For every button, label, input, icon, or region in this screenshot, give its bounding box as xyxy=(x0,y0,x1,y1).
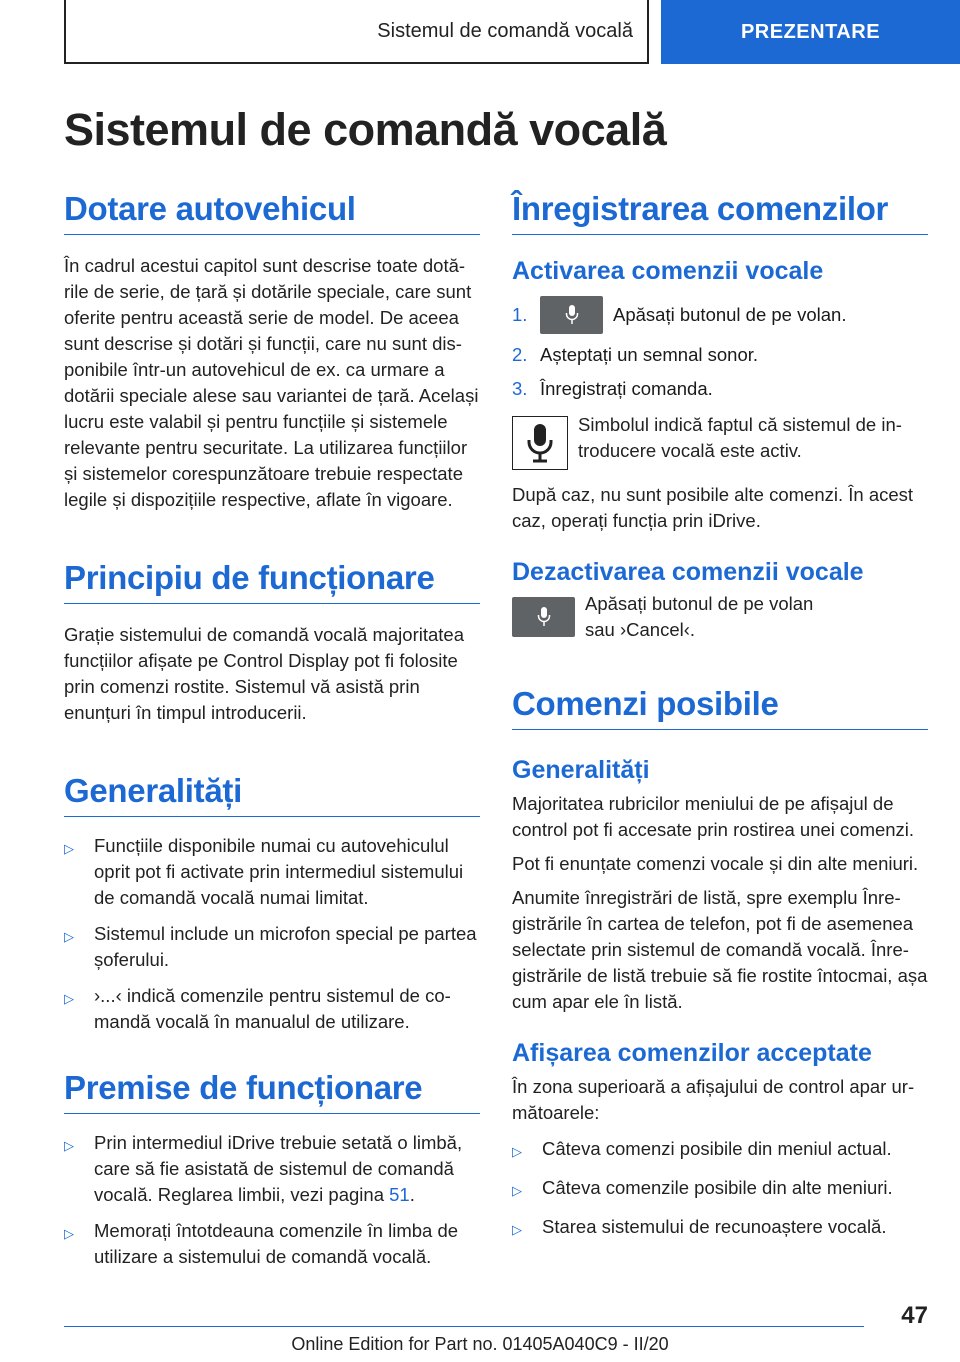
page-title: Sistemul de comandă vocală xyxy=(64,104,667,155)
triangle-bullet-icon: ▷ xyxy=(64,991,74,1006)
triangle-bullet-icon: ▷ xyxy=(64,1138,74,1153)
steering-wheel-button-image xyxy=(540,296,603,334)
heading-principiu: Principiu de funcționare xyxy=(64,559,480,604)
subheading-dezactivarea: Dezactivarea comenzii vocale xyxy=(512,558,864,586)
list-premise xyxy=(64,1130,480,1270)
voice-active-symbol xyxy=(512,416,568,470)
left-column xyxy=(64,190,480,1270)
header-chapter-tab: PREZENTARE xyxy=(661,0,960,64)
microphone-icon xyxy=(527,423,553,463)
deactivate-text: Apăsați butonul de pe volan sau ›Cancel‹. xyxy=(585,593,814,640)
footer-divider xyxy=(64,1326,864,1327)
step-item: 2. Așteptați un semnal sonor. xyxy=(512,344,759,365)
microphone-icon xyxy=(537,606,551,628)
symbol-note: Simbolul indică faptul că sistemul de introducere vocală este activ. xyxy=(578,414,902,461)
triangle-bullet-icon: ▷ xyxy=(512,1222,522,1237)
paragraph-afisarea: În zona superioară a afișajului de control apar următoarele: xyxy=(512,1076,915,1123)
heading-comenzi: Comenzi posibile xyxy=(512,685,928,730)
step-item: 1. Apăsați butonul de pe volan. xyxy=(512,296,928,334)
heading-dotare: Dotare autovehicul xyxy=(64,190,480,235)
steering-wheel-button-image xyxy=(512,597,575,637)
subheading-generalitati: Generalități xyxy=(512,756,650,784)
right-column xyxy=(512,190,928,1243)
list-item: ▷ Memorați întotdeauna comenzile în limba de utilizare a sistemului de comandă vocală. xyxy=(64,1218,480,1270)
triangle-bullet-icon: ▷ xyxy=(64,841,74,856)
triangle-bullet-icon: ▷ xyxy=(64,1226,74,1241)
paragraph-comenzi-2: Pot fi enunțate comenzi vocale și din alte meniuri. xyxy=(512,853,919,874)
deactivate-row xyxy=(512,595,928,643)
list-item: ▷ Sistemul include un microfon special pe partea șoferului. xyxy=(64,921,480,973)
steps-list xyxy=(512,296,928,402)
paragraph-dotare: În cadrul acestui capitol sunt descrise toate dotările de serie, de țară și dotările speciale, care sunt oferite pentru această serie de model. De aceea sunt descrise și dotări și funcții, care nu sunt disponibile într-un autovehicul de ex. ca urmare a dotării speciale alese sau variantei de țară. Același lucru este valabil și pentru funcțiile și sistemele relevante pentru securitate. La utilizarea funcțiilor și sistemelor corespunzătoare trebuie respectate legile și dispozițiile respective, aflate în vigoare. xyxy=(64,255,479,510)
list-item: ▷ Starea sistemului de recunoaștere vocală. xyxy=(512,1214,928,1243)
subheading-afisarea: Afișarea comenzilor acceptate xyxy=(512,1039,872,1067)
paragraph-after: După caz, nu sunt posibile alte comenzi. În acest caz, operați funcția prin iDrive. xyxy=(512,484,914,531)
list-afisarea xyxy=(512,1136,928,1243)
subheading-activarea: Activarea comenzii vocale xyxy=(512,257,824,285)
list-item: ▷ Câteva comenzile posibile din alte meniuri. xyxy=(512,1175,928,1204)
triangle-bullet-icon: ▷ xyxy=(512,1144,522,1159)
footer-edition: Online Edition for Part no. 01405A040C9 - II/20 xyxy=(291,1334,669,1354)
paragraph-comenzi-3: Anumite înregistrări de listă, spre exemplu Înregistrările în cartea de telefon, pot fi de asemenea selectate prin sistemul de comandă vocală. Înregistrările de listă trebuie să fie rostite întocmai, așa cum apar ele în listă. xyxy=(512,887,928,1012)
header-section-title: Sistemul de comandă vocală xyxy=(64,0,649,64)
paragraph-comenzi-1: Majoritatea rubricilor meniului de pe afișajul de control pot fi accesate prin rostirea unei comenzi. xyxy=(512,793,915,840)
microphone-icon xyxy=(565,304,579,326)
symbol-note-row xyxy=(512,416,928,470)
heading-generalitati: Generalități xyxy=(64,772,480,817)
triangle-bullet-icon: ▷ xyxy=(64,929,74,944)
list-item: ▷ Funcțiile disponibile numai cu autovehiculul oprit pot fi activate prin intermediul sistemului de comandă vocală numai limitat. xyxy=(64,833,480,911)
heading-premise: Premise de funcționare xyxy=(64,1069,480,1114)
list-item: ▷ Prin intermediul iDrive trebuie setată o limbă, care să fie asistată de sistemul de comandă vocală. Reglarea limbii, vezi pagina 51. xyxy=(64,1130,480,1208)
list-item: ▷ ›...‹ indică comenzile pentru sistemul de comandă vocală în manualul de utilizare. xyxy=(64,983,480,1035)
triangle-bullet-icon: ▷ xyxy=(512,1183,522,1198)
list-generalitati xyxy=(64,833,480,1035)
page-number: 47 xyxy=(901,1302,928,1329)
heading-inregistrarea: Înregistrarea comenzilor xyxy=(512,190,928,235)
list-item: ▷ Câteva comenzi posibile din meniul actual. xyxy=(512,1136,928,1165)
page-link[interactable]: 51 xyxy=(389,1184,410,1205)
step-item: 3. Înregistrați comanda. xyxy=(512,378,713,399)
paragraph-principiu: Grație sistemului de comandă vocală majoritatea funcțiilor afișate pe Control Display pot fi folosite prin comenzi rostite. Sistemul vă asistă prin enunțuri în timpul introducerii. xyxy=(64,624,464,723)
